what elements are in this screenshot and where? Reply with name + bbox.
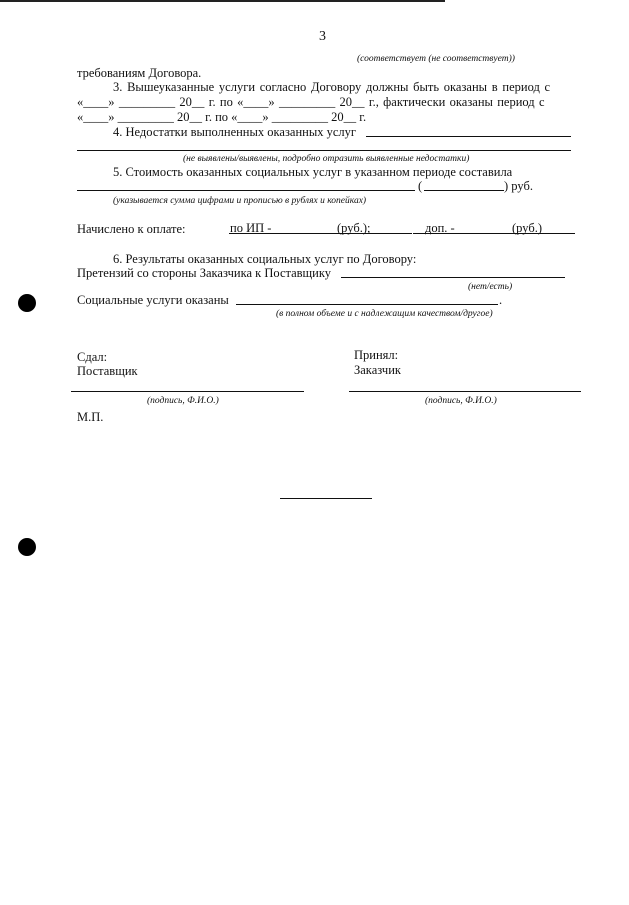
item5-digits-line[interactable] xyxy=(424,190,504,191)
item5-amount-line[interactable] xyxy=(77,190,415,191)
services-label: Социальные услуги оказаны xyxy=(77,293,229,307)
received-label: Принял: xyxy=(354,348,399,362)
claims-field-line[interactable] xyxy=(341,277,565,278)
item5-rub: ) руб. xyxy=(504,179,533,193)
services-caption: (в полном объеме и с надлежащим качеством/другое) xyxy=(276,309,493,319)
accrual-rub1: (руб.); xyxy=(337,221,371,235)
accrual-dop: доп. - xyxy=(425,221,455,235)
supplier-label: Поставщик xyxy=(77,364,138,378)
item4-field-line[interactable] xyxy=(366,136,571,137)
accrual-rub2: (руб.) xyxy=(512,221,542,235)
supplier-signature-caption: (подпись, Ф.И.О.) xyxy=(147,396,219,406)
services-field-line[interactable] xyxy=(236,304,498,305)
requirements-line: требованиям Договора. xyxy=(77,66,202,80)
customer-signature-caption: (подпись, Ф.И.О.) xyxy=(425,396,497,406)
item4-label: 4. Недостатки выполненных оказанных услуг xyxy=(113,125,357,139)
item5-caption: (указывается сумма цифрами и прописью в рублях и копейках) xyxy=(113,196,367,206)
item3-line3: «____» _________ 20__ г. по «____» _________ 20__ г. xyxy=(77,110,367,124)
claims-caption: (нет/есть) xyxy=(468,282,513,292)
item3-line2: «____» _________ 20__ г. по «____» _________ 20__ г., фактически оказаны период с xyxy=(77,95,545,109)
punch-hole-top xyxy=(18,294,36,312)
stamp-label: М.П. xyxy=(77,410,104,424)
accrual-label: Начислено к оплате: xyxy=(77,222,186,236)
conformity-caption: (соответствует (не соответствует)) xyxy=(357,54,515,64)
item4-field-line-2[interactable] xyxy=(77,150,571,151)
accrual-ip-line[interactable] xyxy=(229,233,412,234)
item4-caption: (не выявлены/выявлены, подробно отразить выявленные недостатки) xyxy=(183,154,470,164)
item3-line1: 3. Вышеуказанные услуги согласно Договору должны быть оказаны в период с xyxy=(113,80,551,94)
services-dot: . xyxy=(499,293,503,307)
supplier-signature-line[interactable] xyxy=(71,391,304,392)
item5-open-paren: ( xyxy=(418,179,423,193)
scan-top-edge xyxy=(0,0,445,2)
customer-label: Заказчик xyxy=(354,363,401,377)
gave-label: Сдал: xyxy=(77,350,108,364)
claims-label: Претензий со стороны Заказчика к Поставщику xyxy=(77,266,332,280)
item6-label: 6. Результаты оказанных социальных услуг по Договору: xyxy=(113,252,417,266)
accrual-dop-line[interactable] xyxy=(413,233,575,234)
customer-signature-line[interactable] xyxy=(349,391,581,392)
accrual-ip: по ИП - xyxy=(230,221,272,235)
item5-label: 5. Стоимость оказанных социальных услуг в указанном периоде составила xyxy=(113,165,513,179)
page-number: 3 xyxy=(319,29,326,44)
end-divider xyxy=(280,498,372,499)
punch-hole-bottom xyxy=(18,538,36,556)
